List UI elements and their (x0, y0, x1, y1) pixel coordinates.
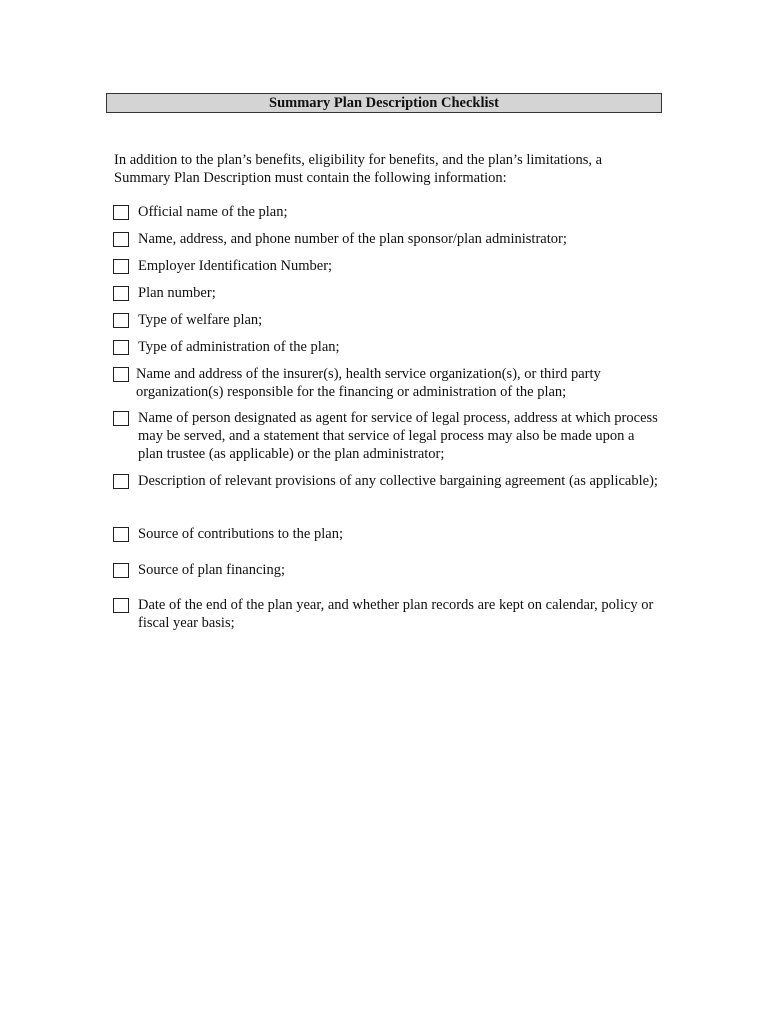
intro-paragraph: In addition to the plan’s benefits, eligibility for benefits, and the plan’s limitations, a Summary Plan Description must contain the following information: (114, 152, 603, 186)
checklist-item-sponsor-contact (113, 230, 658, 248)
checkbox[interactable] (113, 286, 129, 301)
checklist-item-label: Official name of the plan; (138, 204, 288, 220)
checklist-item-label: Type of administration of the plan; (138, 339, 340, 355)
checklist-item-contributions (113, 525, 658, 543)
checklist-item-administration-type (113, 338, 658, 356)
checklist-title: Summary Plan Description Checklist (106, 93, 662, 113)
checklist-item-label: Type of welfare plan; (138, 312, 263, 328)
checkbox[interactable] (113, 367, 129, 382)
checkbox[interactable] (113, 340, 129, 355)
checklist-item-label: Name and address of the insurer(s), health service organization(s), or third party organization(s) responsible for the financing or administration of the plan; (136, 366, 601, 400)
checklist-item-label: Employer Identification Number; (138, 258, 333, 274)
checkbox[interactable] (113, 563, 129, 578)
checkbox[interactable] (113, 232, 129, 247)
checklist-item-label: Source of contributions to the plan; (138, 526, 343, 542)
checkbox[interactable] (113, 259, 129, 274)
checklist-item-label: Name, address, and phone number of the plan sponsor/plan administrator; (138, 231, 567, 247)
checklist-item-bargaining-agreement (113, 472, 658, 490)
checkbox[interactable] (113, 205, 129, 220)
checkbox[interactable] (113, 598, 129, 613)
checkbox[interactable] (113, 313, 129, 328)
checklist-item-label: Name of person designated as agent for service of legal process, address at which process may be served, and a statement that service of legal process may also be made upon a plan trustee (as applicable) or the plan administrator; (138, 410, 658, 462)
checklist-item-insurer (113, 365, 658, 401)
checklist-item-label: Date of the end of the plan year, and whether plan records are kept on calendar, policy or fiscal year basis; (138, 597, 654, 631)
checklist-item-ein (113, 257, 658, 275)
checkbox[interactable] (113, 527, 129, 542)
checklist-item-legal-agent (113, 409, 658, 463)
checklist-item-plan-number (113, 284, 658, 302)
checklist-item-label: Source of plan financing; (138, 562, 285, 578)
checklist-item-official-name (113, 203, 658, 221)
checklist-item-plan-year (113, 596, 658, 632)
checklist-item-label: Plan number; (138, 285, 216, 301)
checklist-item-label: Description of relevant provisions of any collective bargaining agreement (as applicable); (138, 473, 658, 489)
checklist-item-financing (113, 561, 658, 579)
checkbox[interactable] (113, 411, 129, 426)
checkbox[interactable] (113, 474, 129, 489)
checklist-item-welfare-type (113, 311, 658, 329)
